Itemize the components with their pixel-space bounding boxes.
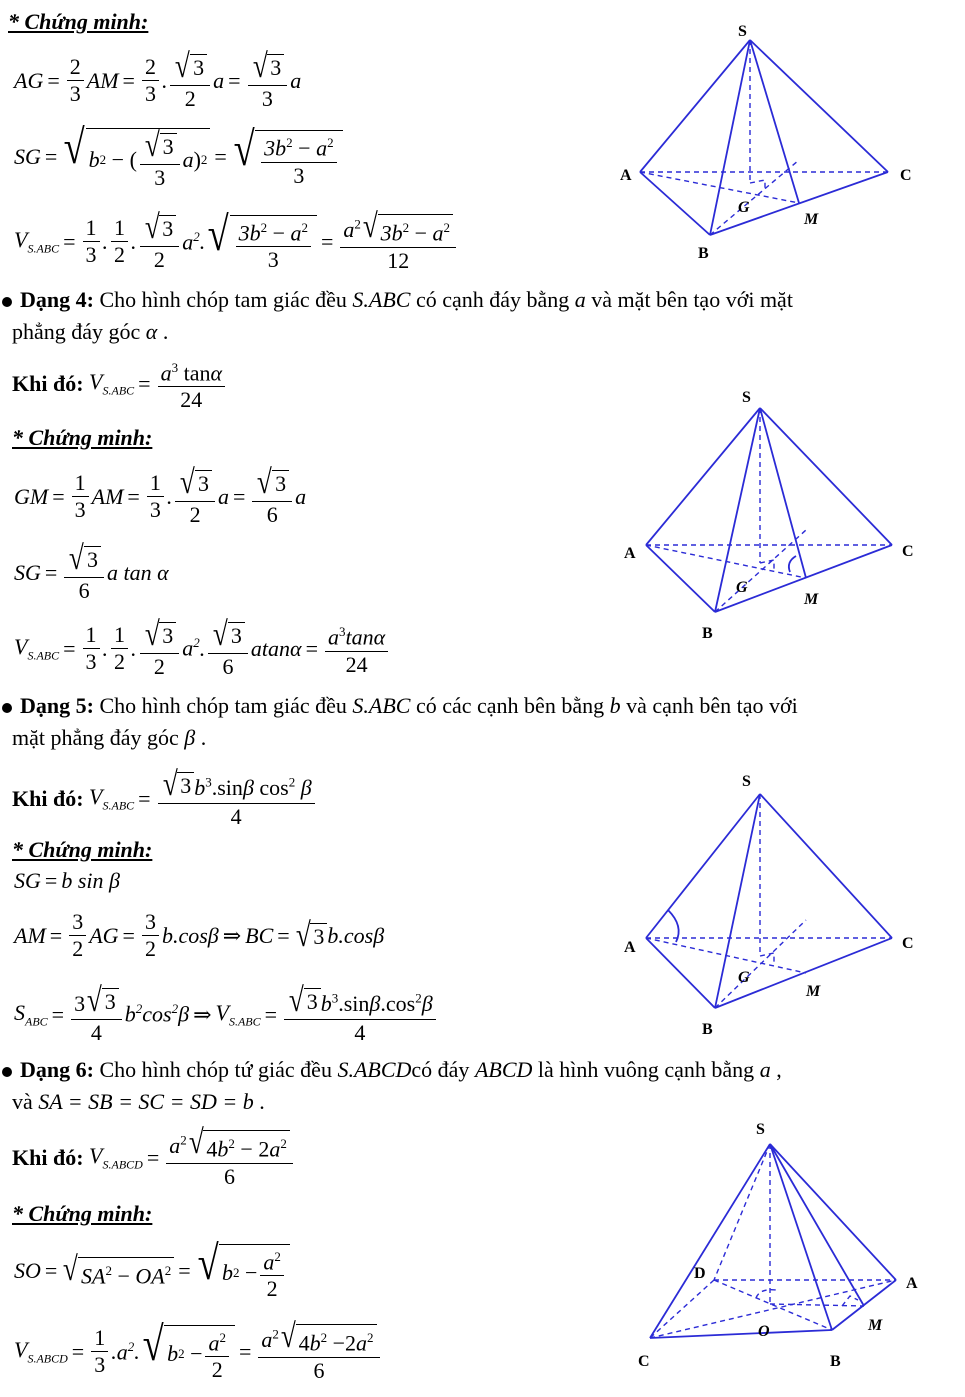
label-c: C xyxy=(902,543,914,560)
dang4-statement-line2: phẳng đáy góc α . xyxy=(12,319,169,344)
label-m: M xyxy=(868,1317,883,1334)
pyramid-figure-3 xyxy=(610,770,940,1040)
label-o: O xyxy=(758,1323,770,1340)
formula-am: AM = $\frac{3}{2}$ AG = $\frac{3}{2}$ b.cosβ ⇒ BC = √ 3 b.cosβ xyxy=(14,909,385,961)
label-s: S xyxy=(742,773,751,790)
proof-heading-1: * Chứng minh: xyxy=(8,9,149,34)
label-g: G xyxy=(738,969,750,986)
bullet xyxy=(2,1067,12,1077)
dang5-statement: Dạng 5: Cho hình chóp tam giác đều S.ABC có các cạnh bên bằng b và cạnh bên tạo với xyxy=(2,692,798,720)
pyramid-figure-2 xyxy=(610,380,940,650)
dang6-result: Khi đó: $V_{S.ABCD}$ = $a^2$ √ $4b^2 - 2a^2$ 6 xyxy=(12,1126,296,1189)
dang5-result: Khi đó: $V_{S.ABC}$ = √ 3 $b^3.\sin\beta$ $\cos^2 \beta$ 4 xyxy=(12,768,318,829)
label-m: M xyxy=(804,211,819,228)
dang4-statement: Dạng 4: Cho hình chóp tam giác đều S.ABC có cạnh đáy bằng a và mặt bên tạo với mặt xyxy=(2,286,793,314)
label-m: M xyxy=(806,983,821,1000)
dang6-statement-line2: và SA = SB = SC = SD = b . xyxy=(12,1089,265,1114)
proof-heading-2: * Chứng minh: xyxy=(12,425,153,450)
label-c: C xyxy=(638,1353,650,1370)
formula-v-sabc-1: $V_{S.ABC}$ = $\frac{1}{3}$ . $\frac{1}{2}$ . √ 3 2 $a^2$ . √ $\frac{3b^2 - a^2}{3}$ = $a^2$ √ $3b^2 - a^2$ 12 xyxy=(14,210,459,273)
label-a: A xyxy=(620,167,632,184)
pyramid-figure-1 xyxy=(610,20,940,270)
label-b: B xyxy=(830,1353,841,1370)
formula-sg-1: SG = √ b 2 − ( √ 3 3 a ) 2 = √ $\frac{3b^2 - a^2}{3}$ xyxy=(14,124,343,190)
bullet xyxy=(2,703,12,713)
dang6-statement: Dạng 6: Cho hình chóp tứ giác đều S.ABCDcó đáy ABCD là hình vuông cạnh bằng a , xyxy=(2,1056,782,1084)
label-s: S xyxy=(738,23,747,40)
label-m: M xyxy=(804,591,819,608)
label-g: G xyxy=(738,199,750,216)
dang5-statement-line2: mặt phẳng đáy góc β . xyxy=(12,725,207,750)
label-b: B xyxy=(702,1021,713,1038)
label-b: B xyxy=(698,245,709,262)
label-c: C xyxy=(902,935,914,952)
label-b: B xyxy=(702,625,713,642)
label-s: S xyxy=(756,1121,765,1138)
label-g: G xyxy=(736,579,748,596)
formula-s-abc: $S_{ABC}$ = 3 √ 3 4 $b^2\cos^2\beta$ ⇒ $V_{S.ABC}$ = √ 3 $b^3.\sin\beta.\cos^2\beta$ 4 xyxy=(14,984,439,1045)
proof-heading-4: * Chứng minh: xyxy=(12,1201,153,1226)
pyramid-figure-4 xyxy=(610,1110,940,1390)
label-d: D xyxy=(694,1265,706,1282)
formula-sg-2: SG = √ 3 6 a tan α xyxy=(14,540,169,603)
formula-so: SO = √ $SA^2 - OA^2$ = √ b 2 − $\frac{a^2}{2}$ xyxy=(14,1240,290,1301)
label-s: S xyxy=(742,389,751,406)
dang4-result: Khi đó: $V_{S.ABC}$ = $\frac{a^3 \tan\alpha}{24}$ xyxy=(12,356,228,412)
label-a: A xyxy=(624,545,636,562)
bullet xyxy=(2,297,12,307)
label-a: A xyxy=(906,1275,918,1292)
formula-v-sabc-2: $V_{S.ABC}$ = $\frac{1}{3}$ . $\frac{1}{2}$ . √ 3 2 $a^2$ . √ 3 6 atanα = $\frac{a^3\tan\alpha}{24}$ xyxy=(14,618,391,679)
label-a: A xyxy=(624,939,636,956)
proof-heading-3: * Chứng minh: xyxy=(12,837,153,862)
formula-v-sabcd: $V_{S.ABCD}$ = $\frac{1}{3}$ . $a^2$ . √ b 2 − $\frac{a^2}{2}$ = $a^2$ √ $4b^2 -2a^2$ 6 xyxy=(14,1320,383,1383)
formula-sg-3: SG = b sin β xyxy=(14,868,120,893)
formula-ag: AG = $\frac{2}{3}$ AM = $\frac{2}{3}$ . √ 3 2 a = √ 3 3 a xyxy=(14,48,302,111)
formula-gm: GM = $\frac{1}{3}$ AM = $\frac{1}{3}$ . √ 3 2 a = √ 3 6 a xyxy=(14,464,307,527)
label-c: C xyxy=(900,167,912,184)
